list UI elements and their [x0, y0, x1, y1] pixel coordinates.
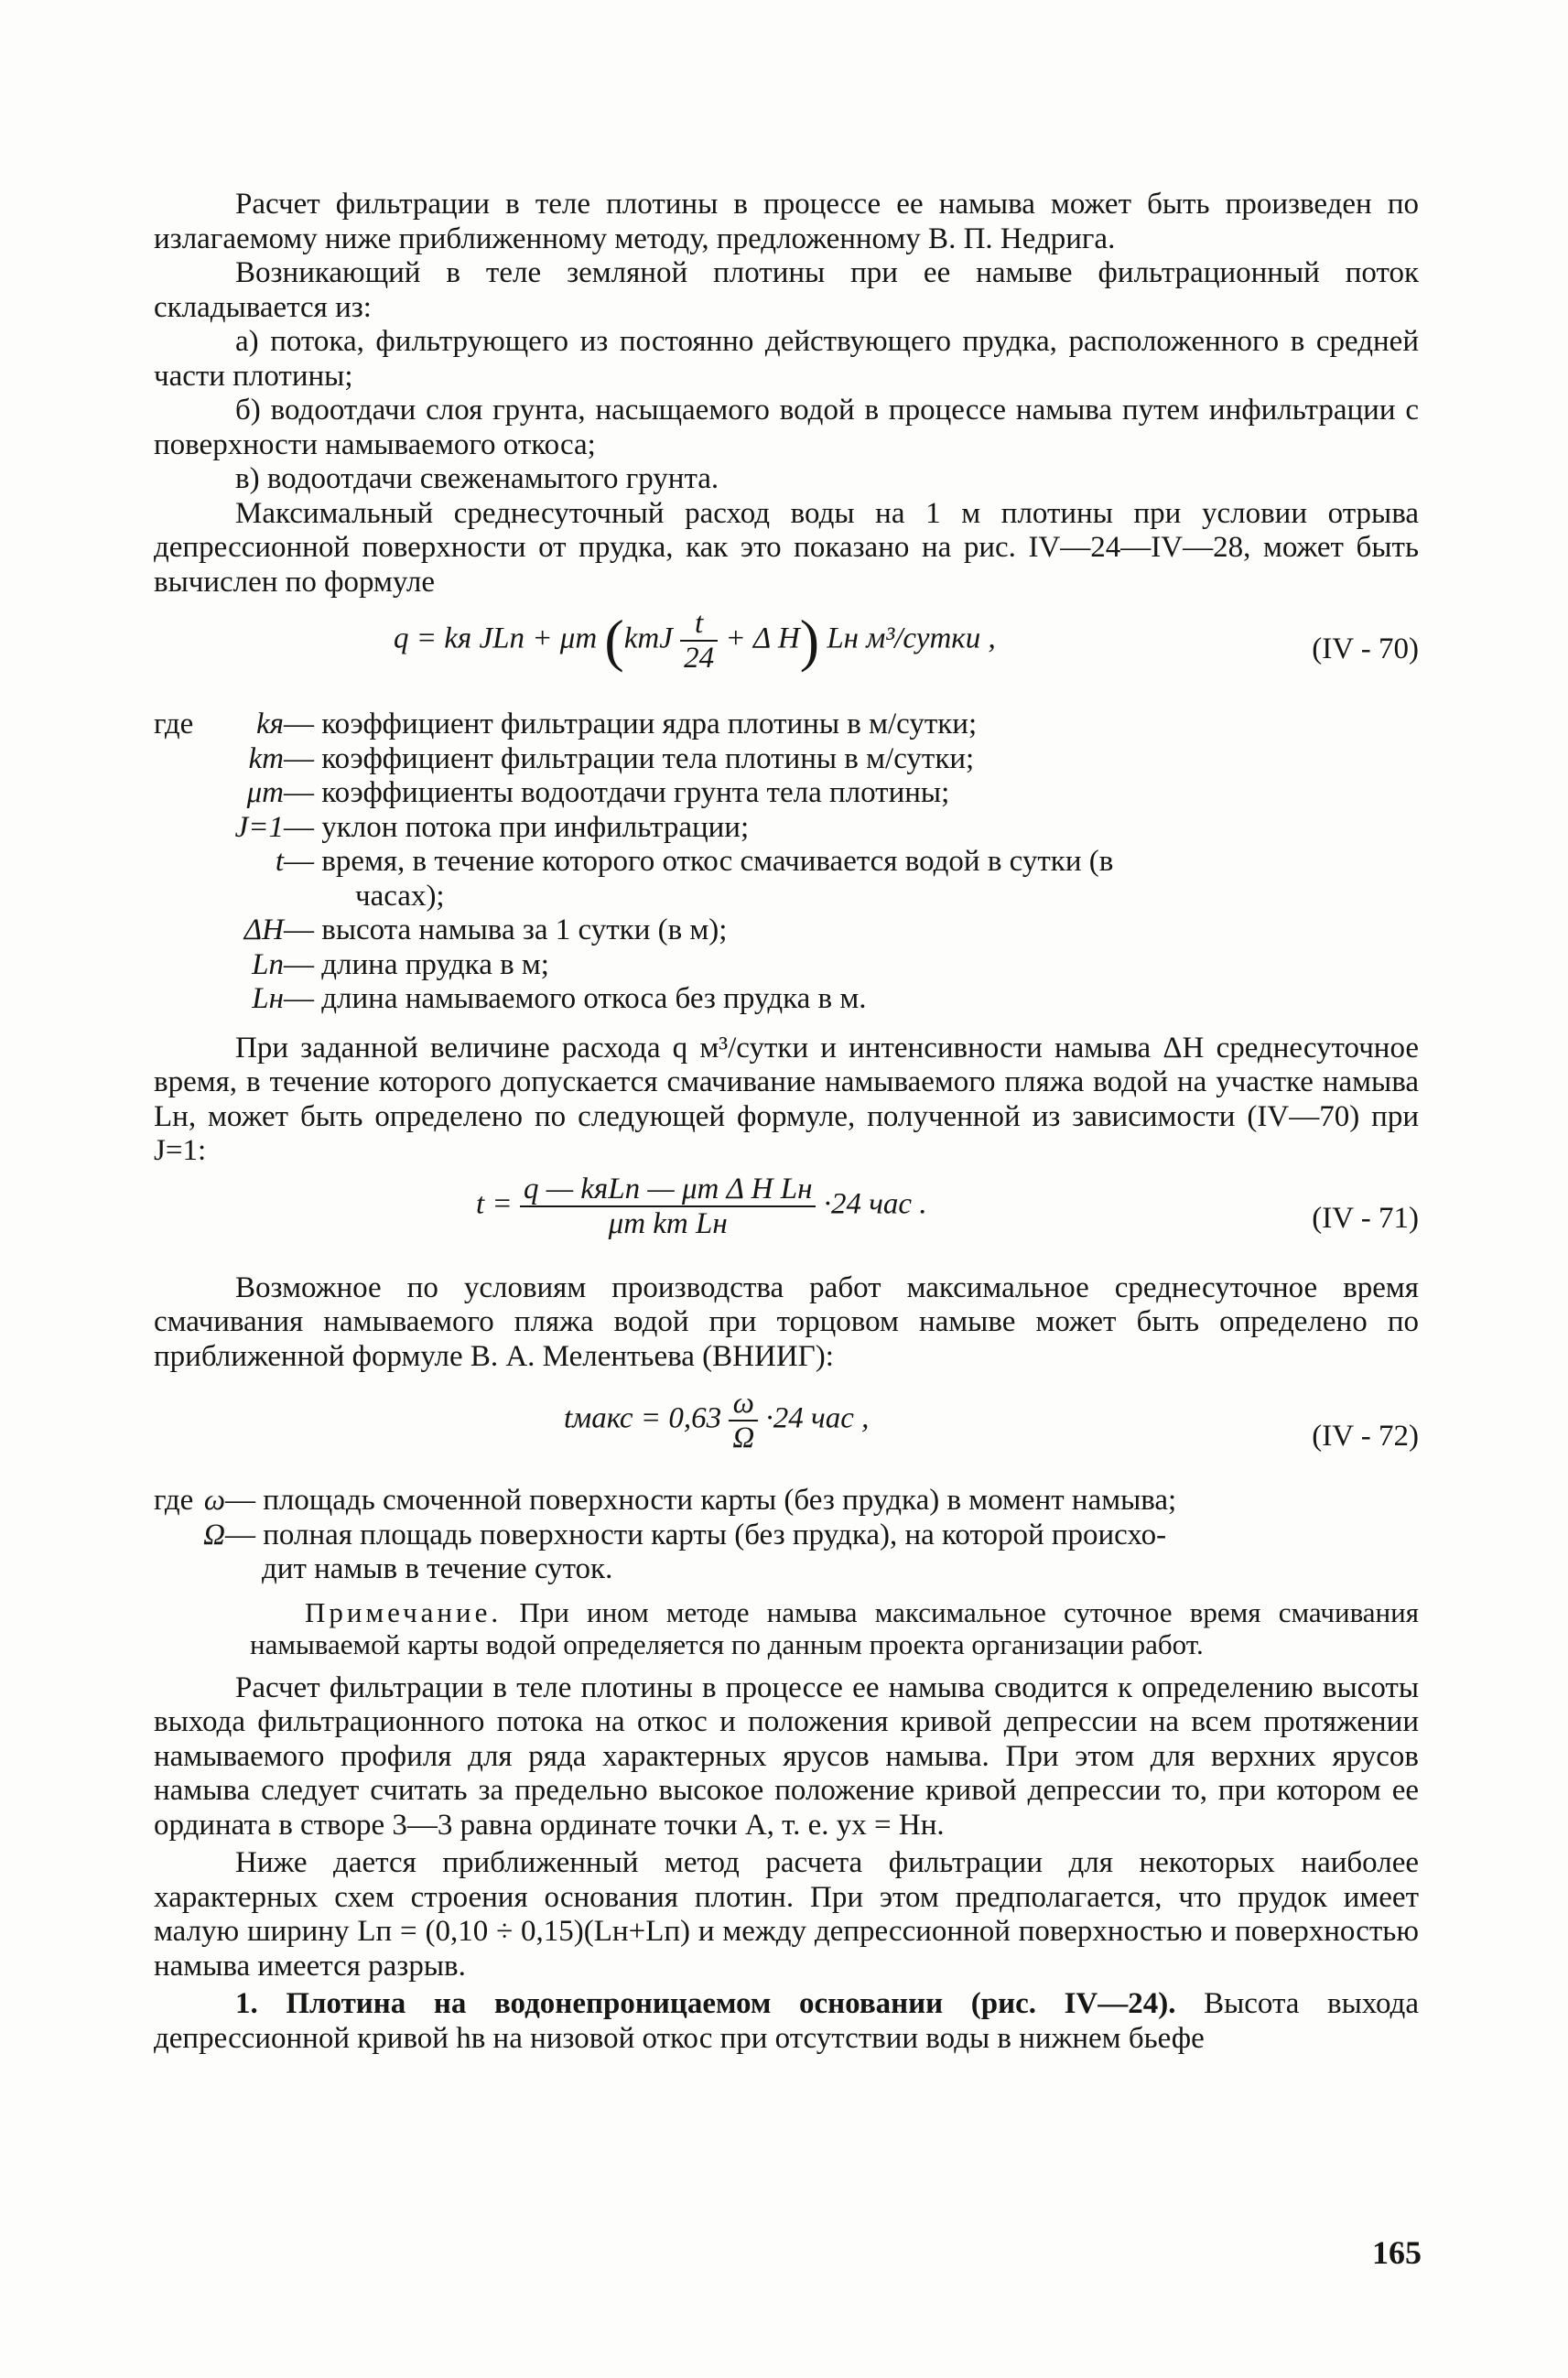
legend-lead: где — [154, 708, 194, 740]
paragraph-approximate-method: Ниже дается приближенный метод расчета фильтрации для некоторых наиболее характерных схем строения основания плотин. При этом предполагается, что прудок имеет малую ширину Lп = (0,10 ÷ 0,15)(Lн+Lп) и между депрессионной поверхностью и поверхностью намыва имеется разрыв. — [154, 1846, 1419, 1983]
eq70-frac-num: t — [680, 607, 718, 642]
equation-iv-70 — [154, 600, 1419, 687]
text-column — [154, 188, 1419, 2056]
paragraph-flow-composition: Возникающий в теле земляной плотины при ее намыве фильтрационный поток складывается из: — [154, 256, 1419, 324]
note — [154, 1596, 1419, 1660]
list-item-c: в) водоотдачи свеженамытого грунта. — [235, 462, 719, 495]
eq70-tail: Lн м³/сутки , — [827, 622, 996, 655]
eq70-inner-post: + Δ H — [725, 622, 800, 655]
equation-iv-70-body: q = kя JLп + μт (kтJ $\frac{t}{24}$ + Δ H) Lн м³/сутки , — [394, 607, 996, 675]
legend-symbol: J=1 — [234, 810, 284, 844]
eq71-fraction — [520, 1173, 816, 1240]
eq71-left: t = — [476, 1187, 513, 1221]
legend-symbol: ΔH — [243, 913, 284, 946]
paragraph-given-discharge: При заданной величине расхода q м³/сутки и интенсивности намыва ΔH среднесуточное время, в течение которого допускается смачивание намываемого пляжа водой на участке намыва Lн, может быть определено по следующей формуле, полученной из зависимости (IV—70) при J=1: — [154, 1031, 1419, 1167]
legend-symbol: t — [275, 845, 284, 878]
legend-symbol: ω — [203, 1484, 225, 1517]
section-text: Высота выхода депрессионной кривой hв на низовой откос при отсутствии воды в нижнем бьефе — [154, 1987, 1419, 2055]
equation-number-iv-70: (IV - 70) — [1312, 632, 1419, 665]
equation-number-iv-71: (IV - 71) — [1312, 1201, 1419, 1235]
legend-continuation: часах); — [355, 879, 445, 913]
paragraph-impermeable-base — [154, 1987, 1419, 2056]
eq72-left: tмакс = 0,63 — [564, 1401, 722, 1435]
paragraph-calculation: Расчет фильтрации в теле плотины в процессе ее намыва сводится к определению высоты выхода фильтрационного потока на откос и положения кривой депрессии на всем протяжении намываемого профиля для ряда характерных ярусов намыва. При этом для верхних ярусов намыва следует считать за предельно высокое положение кривой депрессии то, при котором ее ордината в створе 3—3 равна ординате точки A, т. е. yx = Hн. — [154, 1670, 1419, 1842]
legend-continuation: дит намыв в течение суток. — [262, 1552, 613, 1585]
equation-iv-71-body — [476, 1173, 927, 1240]
eq72-frac-den: Ω — [732, 1421, 755, 1454]
legend-symbol: Lн — [252, 982, 284, 1015]
eq71-tail: ·24 час . — [823, 1187, 927, 1221]
legend-row — [154, 811, 1419, 846]
legend-text: — длина намываемого откоса без прудка в м. — [284, 982, 867, 1015]
equation-number-iv-72: (IV - 72) — [1312, 1420, 1419, 1453]
legend-text: — коэффициент фильтрации ядра плотины в м/сутки; — [284, 708, 978, 740]
eq71-frac-den: μт kт Lн — [608, 1206, 728, 1240]
legend-text: — длина прудка в м; — [284, 947, 549, 981]
legend-iv-70 — [154, 708, 1419, 1017]
list-item-a: а) потока, фильтрующего из постоянно действующего прудка, расположенного в средней части плотины; — [154, 325, 1419, 393]
paragraph-melentyev: Возможное по условиям производства работ максимальное среднесуточное время смачивания намываемого пляжа водой при торцовом намыве может быть определено по приближенной формуле В. А. Мелентьева (ВНИИГ): — [154, 1270, 1419, 1373]
legend-row — [154, 913, 1419, 948]
legend-symbol: kя — [256, 708, 284, 740]
note-body: При ином методе намыва максимальное суточное время смачивания намываемой карты водой определяется по данным проекта организации работ. — [250, 1595, 1419, 1660]
legend-text: — площадь смоченной поверхности карты (без прудка) в момент намыва; — [225, 1484, 1177, 1517]
legend-row — [154, 1519, 1419, 1553]
legend-row — [154, 948, 1419, 983]
eq70-fraction — [680, 607, 718, 675]
paragraph-max-discharge: Максимальный среднесуточный расход воды на 1 м плотины при условии отрыва депрессионной поверхности от прудка, как это показано на рис. IV—24—IV—28, может быть вычислен по формуле — [154, 496, 1419, 599]
page-number: 165 — [1372, 2234, 1422, 2271]
legend-row — [154, 982, 1419, 1017]
legend-iv-72 — [154, 1484, 1419, 1587]
legend-row — [154, 708, 1419, 742]
eq70-inner-pre: kтJ — [623, 622, 673, 655]
legend-text: — полная площадь поверхности карты (без прудка), на которой происхо- — [225, 1518, 1167, 1551]
eq72-fraction — [729, 1387, 758, 1454]
legend-row — [154, 845, 1419, 880]
legend-lead: где — [154, 1484, 194, 1517]
legend-symbol: Ω — [203, 1518, 225, 1551]
legend-text: — время, в течение которого откос смачивается водой в сутки (в — [284, 845, 1114, 878]
eq70-left: q = kя JLп + μт — [394, 622, 598, 655]
equation-iv-72-body — [564, 1387, 869, 1454]
legend-text: — высота намыва за 1 сутки (в м); — [284, 913, 728, 946]
legend-symbol: μт — [246, 776, 284, 809]
equation-iv-72 — [154, 1374, 1419, 1475]
note-heading: Примечание. — [305, 1595, 503, 1628]
legend-symbol: Lп — [252, 947, 284, 981]
paragraph-intro: Расчет фильтрации в теле плотины в процессе ее намыва может быть произведен по излагаемому ниже приближенному методу, предложенному В. П. Недрига. — [154, 188, 1419, 255]
legend-row — [154, 776, 1419, 811]
eq70-frac-den: 24 — [684, 642, 715, 675]
legend-text: — коэффициенты водоотдачи грунта тела плотины; — [284, 776, 950, 809]
eq72-tail: ·24 час , — [765, 1401, 870, 1435]
eq71-frac-num: q — kяLп — μт Δ H Lн — [520, 1173, 816, 1207]
legend-symbol: kт — [248, 741, 284, 775]
legend-text: — уклон потока при инфильтрации; — [284, 810, 750, 844]
section-heading: 1. Плотина на водонепроницаемом основании (рис. IV—24). — [235, 1987, 1176, 2020]
eq72-frac-num: ω — [729, 1387, 758, 1421]
equation-iv-71 — [154, 1169, 1419, 1259]
legend-row — [154, 1484, 1419, 1519]
legend-row — [154, 742, 1419, 777]
list-item-b: б) водоотдачи слоя грунта, насыщаемого водой в процессе намыва путем инфильтрации с поверхности намываемого откоса; — [154, 394, 1419, 461]
legend-text: — коэффициент фильтрации тела плотины в м/сутки; — [284, 741, 975, 775]
